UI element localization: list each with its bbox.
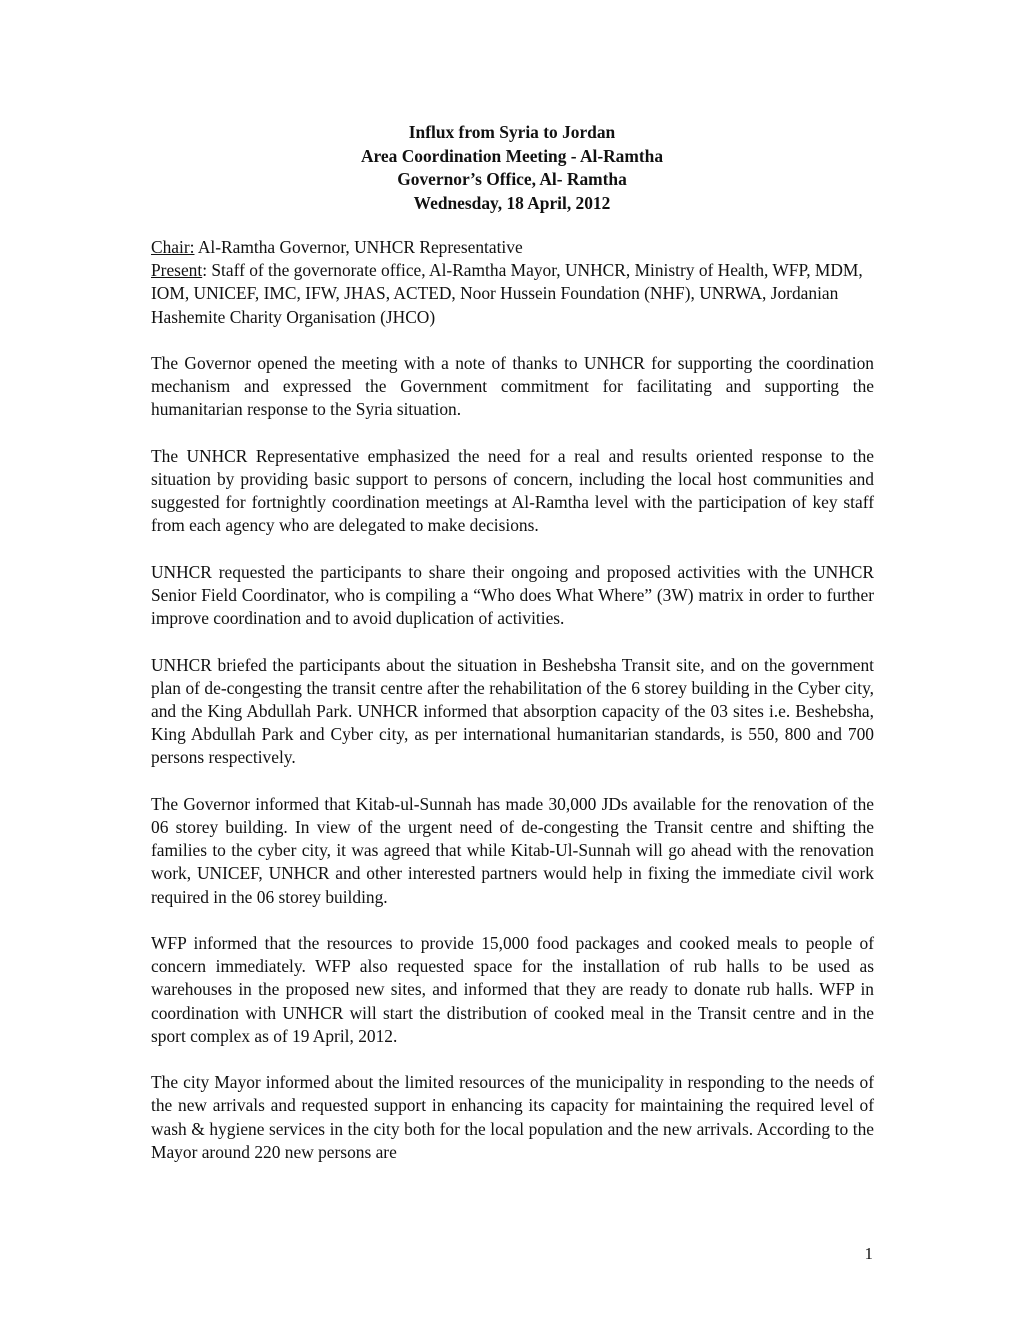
- chair-text: Al-Ramtha Governor, UNHCR Representative: [194, 237, 523, 257]
- document-header: [0, 121, 1024, 215]
- meeting-location: Governor’s Office, Al- Ramtha: [397, 169, 627, 190]
- present-text: : Staff of the governorate office, Al-Ramtha Mayor, UNHCR, Ministry of Health, WFP, MDM, IOM, UNICEF, IMC, IFW, JHAS, ACTED, Noor Hussein Foundation (NHF), UNRWA, Jordanian Hashemite Charity Organisation (JHCO): [151, 260, 863, 327]
- paragraph-wfp-food: WFP informed that the resources to provide 15,000 food packages and cooked meals to people of concern immediately. WFP also requested space for the installation of rub halls to be used as warehouses in the proposed new sites, and informed that they are ready to donate rub halls. WFP in coordination with UNHCR will start the distribution of cooked meal in the Transit centre and in the sport complex as of 19 April, 2012.: [151, 933, 874, 1046]
- paragraph-renovation-funding: The Governor informed that Kitab-ul-Sunnah has made 30,000 JDs available for the renovation of the 06 storey building. In view of the urgent need of de-congesting the Transit centre and shifting the families to the cyber city, it was agreed that while Kitab-Ul-Sunnah will go ahead with the renovation work, UNICEF, UNHCR and other interested partners would help in fixing the immediate civil work required in the 06 storey building.: [151, 793, 874, 907]
- paragraph-unhcr-representative: The UNHCR Representative emphasized the need for a real and results oriented response to the situation by providing basic support to persons of concern, including the local host communities and suggested for fortnightly coordination meetings at Al-Ramtha level with the participation of key staff from each agency who are delegated to make decisions.: [151, 445, 874, 536]
- document-title: Influx from Syria to Jordan: [408, 122, 616, 142]
- paragraph-3w-matrix: UNHCR requested the participants to share their ongoing and proposed activities with the UNHCR Senior Field Coordinator, who is compiling a “Who does What Where” (3W) matrix in order to further improve coordination and to avoid duplication of activities.: [151, 561, 874, 629]
- paragraph-mayor-resources: The city Mayor informed about the limited resources of the municipality in responding to the needs of the new arrivals and requested support in enhancing its capacity for maintaining the required level of wash & hygiene services in the city both for the local population and the new arrivals. According to the Mayor around 220 new persons are: [151, 1072, 874, 1162]
- meeting-date: Wednesday, 18 April, 2012: [413, 192, 611, 213]
- attendance-block: [151, 236, 874, 329]
- present-label: Present: [151, 260, 203, 281]
- chair-line: [151, 236, 874, 259]
- page-number: 1: [864, 1244, 873, 1263]
- paragraph-transit-site-briefing: UNHCR briefed the participants about the situation in Beshebsha Transit site, and on the government plan of de-congesting the transit centre after the rehabilitation of the 6 storey building in the Cyber city, and the King Abdullah Park. UNHCR informed that absorption capacity of the 03 sites i.e. Beshebsha, King Abdullah Park and Cyber city, as per international humanitarian standards, is 550, 800 and 700 persons respectively.: [151, 654, 874, 768]
- present-line: [151, 259, 874, 329]
- meeting-name: Area Coordination Meeting - Al-Ramtha: [360, 145, 664, 166]
- document-body: [151, 236, 874, 1187]
- paragraph-governor-opening: The Governor opened the meeting with a note of thanks to UNHCR for supporting the coordination mechanism and expressed the Government commitment for facilitating and supporting the humanitarian response to the Syria situation.: [151, 353, 874, 420]
- chair-label: Chair:: [151, 237, 195, 257]
